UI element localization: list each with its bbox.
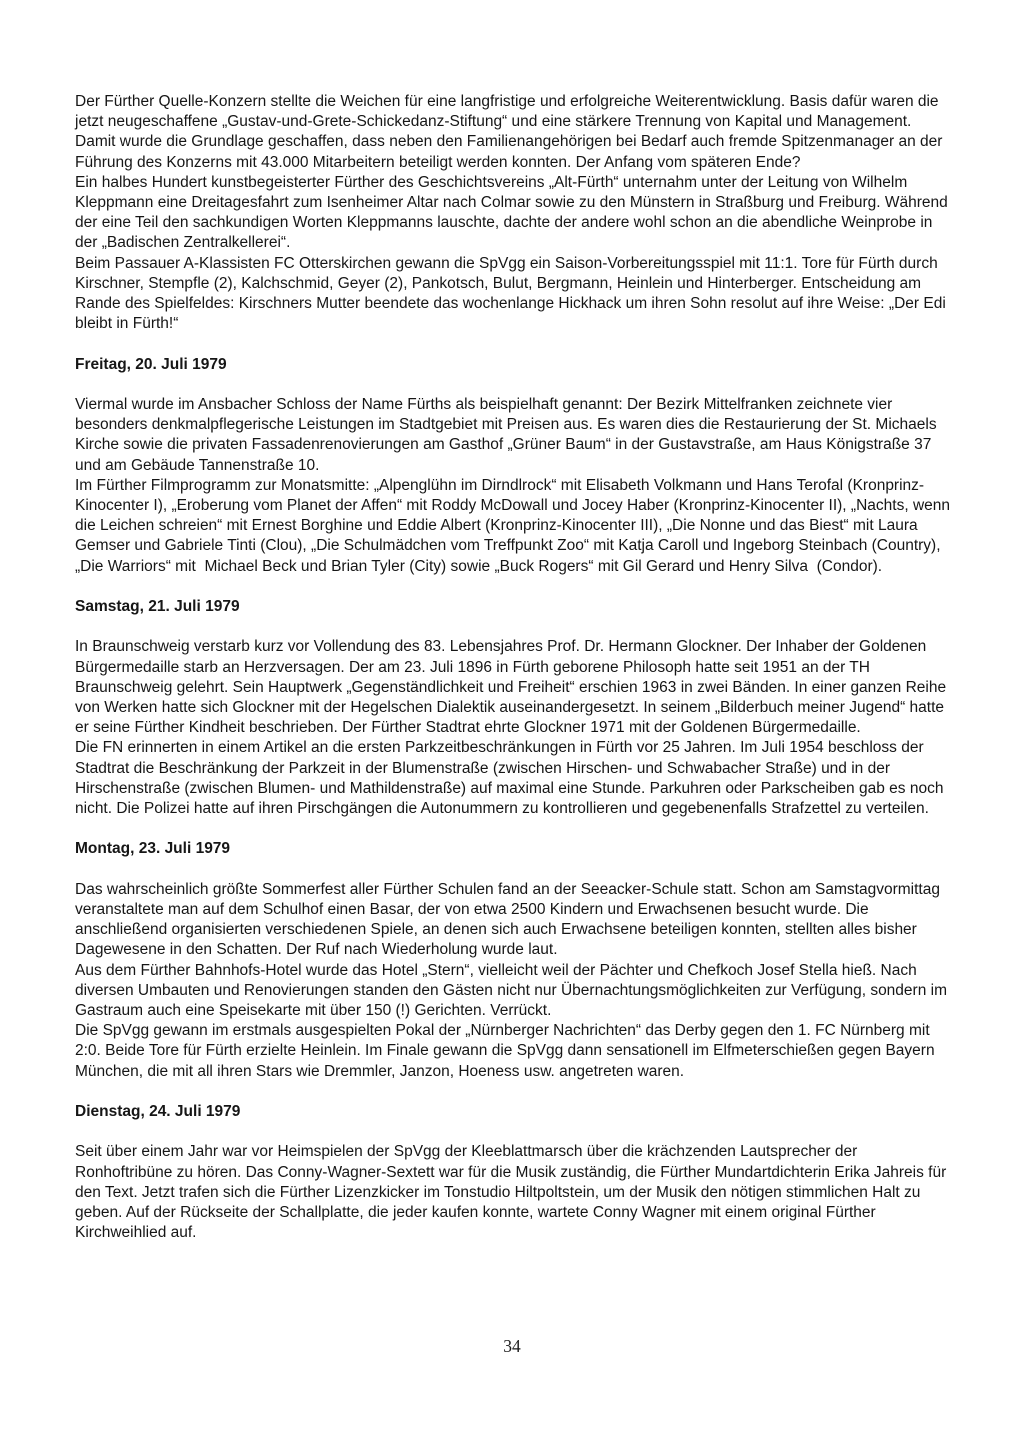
paragraph-hotel-stern: Aus dem Fürther Bahnhofs-Hotel wurde das Hotel „Stern“, vielleicht weil der Pächter und Chefkoch Josef Stella hieß. Nach diversen Umbauten und Renovierungen standen den Gästen nicht nur Übernachtungsmöglichkeiten zur Verfügung, sondern im Gastraum auch eine Speisekarte mit über 150 (!) Gerichten. Verrückt. (75, 961, 947, 1020)
paragraph-spvgg-otterskirchen: Beim Passauer A-Klassisten FC Otterskirchen gewann die SpVgg ein Saison-Vorbereitungsspiel mit 11:1. Tore für Fürth durch Kirschner, Stempfle (2), Kalchschmid, Geyer (2), Pankotsch, Bulut, Bergmann, Heinlein und Hinterberger. Entscheidung am Rande des Spielfeldes: Kirschners Mutter beendete das wochenlange Hickhack um ihren Sohn resolut auf ihre Weise: „Der Edi bleibt in Fürth!“ (75, 254, 946, 333)
paragraph-parkzeitbeschraenkungen: Die FN erinnerten in einem Artikel an die ersten Parkzeitbeschränkungen in Fürth vor 25 Jahren. Im Juli 1954 beschloss der Stadtrat die Beschränkung der Parkzeit in der Blumenstraße (zwischen Hirschen- und Schwabacher Straße) und in der Hirschenstraße (zwischen Blumen- und Mathildenstraße) auf maximal eine Stunde. Parkuhren oder Parkscheiben gab es noch nicht. Die Polizei hatte auf ihren Pirschgängen die Autonummern zu kontrollieren und gegebenenfalls Strafzettel zu verteilen. (75, 739, 944, 818)
date-heading-samstag-21-juli: Samstag, 21. Juli 1979 (75, 598, 240, 616)
page-content (75, 92, 953, 1243)
page-number: 34 (503, 1336, 521, 1356)
page-footer (0, 1336, 1024, 1358)
paragraph-sommerfest-seeacker: Das wahrscheinlich größte Sommerfest aller Fürther Schulen fand an der Seeacker-Schule statt. Schon am Samstagvormittag veranstaltete man auf dem Schulhof einen Basar, der von etwa 2500 Kindern und Erwachsenen besucht wurde. Die anschließend organisierten verschiedenen Spiele, an denen sich auch Erwachsene beteiligen konnten, stellten alles bisher Dagewesene in den Schatten. Der Ruf nach Wiederholung wurde laut. (75, 880, 940, 959)
paragraph-filmprogramm: Im Fürther Filmprogramm zur Monatsmitte: „Alpenglühn im Dirndlrock“ mit Elisabeth Volkmann und Hans Terofal (Kronprinz-Kinocenter I), „Eroberung vom Planet der Affen“ mit Roddy McDowall und Jocey Haber (Kronprinz-Kinocenter II), „Nachts, wenn die Leichen schreien“ mit Ernest Borghine und Eddie Albert (Kronprinz-Kinocenter III), „Die Nonne und das Biest“ mit Laura Gemser und Gabriele Tinti (Clou), „Die Schulmädchen vom Treffpunkt Zoo“ mit Katja Caroll und Ingeborg Steinbach (Country), „Die Warriors“ mit Michael Beck und Brian Tyler (City) sowie „Buck Rogers“ mit Gil Gerard und Henry Silva (Condor). (75, 476, 950, 575)
date-heading-freitag-20-juli: Freitag, 20. Juli 1979 (75, 355, 227, 373)
paragraph-quelle-konzern: Der Fürther Quelle-Konzern stellte die Weichen für eine langfristige und erfolgreiche Weiterentwicklung. Basis dafür waren die jetzt neugeschaffene „Gustav-und-Grete-Schickedanz-Stiftung“ und eine stärkere Trennung von Kapital und Management. Damit wurde die Grundlage geschaffen, dass neben den Familienangehörigen bei Bedarf auch fremde Spitzenmanager an der Führung des Konzerns mit 43.000 Mitarbeitern beteiligt werden konnten. Der Anfang vom späteren Ende? (75, 93, 943, 171)
paragraph-denkmalpreise: Viermal wurde im Ansbacher Schloss der Name Fürths als beispielhaft genannt: Der Bezirk Mittelfranken zeichnete vier besonders denkmalpflegerische Leistungen im Stadtgebiet mit Preisen aus. Es waren dies die Restaurierung der St. Michaels Kirche sowie die privaten Fassadenrenovierungen am Gasthof „Grüner Baum“ in der Gustavstraße, am Haus Königstraße 37 und am Gebäude Tannenstraße 10. (75, 396, 937, 474)
date-heading-montag-23-juli: Montag, 23. Juli 1979 (75, 840, 231, 858)
paragraph-spvgg-pokal: Die SpVgg gewann im erstmals ausgespielten Pokal der „Nürnberger Nachrichten“ das Derby gegen den 1. FC Nürnberg mit 2:0. Beide Tore für Fürth erzielte Heinlein. Im Finale gewann die SpVgg dann sensationell im Elfmeterschießen gegen Bayern München, die mit all ihren Stars wie Dremmler, Janzon, Hoeness usw. angetreten waren. (75, 1022, 935, 1080)
date-heading-dienstag-24-juli: Dienstag, 24. Juli 1979 (75, 1103, 241, 1121)
paragraph-alt-fuerth-fahrt: Ein halbes Hundert kunstbegeisterter Fürther des Geschichtsvereins „Alt-Fürth“ unternahm unter der Leitung von Wilhelm Kleppmann eine Dreitagesfahrt zum Isenheimer Altar nach Colmar sowie zu den Münstern in Straßburg und Freiburg. Während der eine Teil den sachkundigen Worten Kleppmanns lauschte, dachte der andere wohl schon an die abendliche Weinprobe in der „Badischen Zentralkellerei“. (75, 173, 948, 252)
paragraph-glockner: In Braunschweig verstarb kurz vor Vollendung des 83. Lebensjahres Prof. Dr. Hermann Glockner. Der Inhaber der Goldenen Bürgermedaille starb an Herzversagen. Der am 23. Juli 1896 in Fürth geborene Philosoph hatte seit 1951 an der TH Braunschweig gelehrt. Sein Hauptwerk „Gegenständlichkeit und Freiheit“ erschien 1963 in zwei Bänden. In einer ganzen Reihe von Werken hatte sich Glockner mit der Hegelschen Dialektik auseinandergesetzt. In seinem „Bilderbuch meiner Jugend“ hatte er seine Fürther Kindheit beschrieben. Der Fürther Stadtrat ehrte Glockner 1971 mit der Goldenen Bürgermedaille. (75, 638, 947, 737)
paragraph-kleeblattmarsch: Seit über einem Jahr war vor Heimspielen der SpVgg der Kleeblattmarsch über die krächzenden Lautsprecher der Ronhoftribüne zu hören. Das Conny-Wagner-Sextett war für die Musik zuständig, die Fürther Mundartdichterin Erika Jahreis für den Text. Jetzt trafen sich die Fürther Lizenzkicker im Tonstudio Hiltpoltstein, um der Musik den nötigen stimmlichen Halt zu geben. Auf der Rückseite der Schallplatte, die jeder kaufen konnte, wartete Conny Wagner mit einem original Fürther Kirchweihlied auf. (75, 1143, 947, 1242)
